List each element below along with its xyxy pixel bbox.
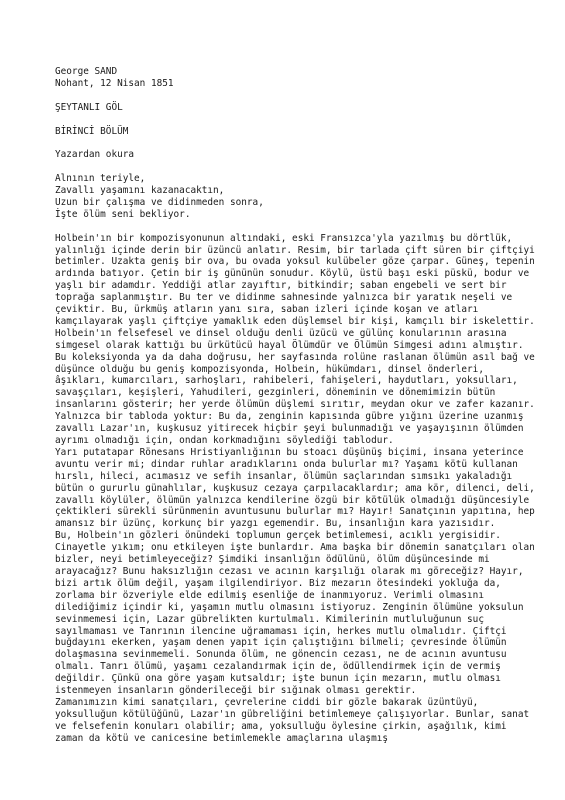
paragraph: Zamanımızın kimi sanatçıları, çevrelerine ciddi bir gözle bakarak üzüntüyü, yoksulluğun kötülüğünü, Lazar'ın gübreliğini betimlemeye çalışıyorlar. Bunlar, sanat ve felsefenin konuları olabilir; ama, yoksulluğu öylesine çirkin, aşağılık, kimi zaman da kötü ve canicesine betimlemekle amaçlarına ulaşmış [55, 696, 530, 744]
paragraph: Yarı putatapar Rönesans Hristiyanlığının bu stoacı düşünüş biçimi, insana yeterince avuntu verir mi; dindar ruhlar aradıklarını onda bulurlar mı? Yaşamı kötü kullanan hırslı, hileci, acımasız ve sefih insanlar, ölümün saçlarından sımsıkı yakaladığı bütün o gururlu günahlılar, kuşkusuz cezaya çarpılacaklardır; ama kör, dilenci, deli, zavallı köylüler, ölümün yalnızca kendilerine özgü bir kötülük olmadığı düşüncesiyle çektikleri sürekli sürünmenin avuntusunu bulurlar mı? Hayır! Sanatçının yapıtına, hep amansız bir üzünç, korkunç bir yazgı egemendir. Bu, insanlığın kara yazısıdır. [55, 446, 535, 530]
book-title: ŞEYTANLI GÖL [55, 101, 123, 113]
paragraph: Holbein'ın bir kompozisyonunun altındaki, eski Fransızca'yla yazılmış bu dörtlük, yalınlığı içinde derin bir üzüncü anlatır. Resim, bir tarlada çift süren bir çiftçiyi betimler. Uzakta geniş bir ova, bu ovada yoksul kulübeler göze çarpar. Güneş, tepenin ardında batıyor. Çetin bir iş gününün sonudur. Köylü, üstü başı eski püskü, bodur ve yaşlı bir adamdır. Yeddiği atlar zayıftır, bitkindir; saban engebeli ve sert bir toprağa saplanmıştır. Bu ter ve didinme sahnesinde yalnızca bir yaratık neşeli ve çeviktir. Bu, ürkmüş atların yanı sıra, saban izleri içinde koşan ve atları kamçılayarak yaşlı çiftçiye yamaklık eden düşlemsel bir kişi, kamçılı bir iskelettir. Holbein'ın felsefesel ve dinsel olduğu denli üzücü ve gülünç konularının arasına simgesel olarak kattığı bu ürkütücü hayal Ölümdür ve Ölümün Simgesi adını almıştır. [55, 232, 535, 351]
section-label: Yazardan okura [55, 149, 135, 161]
verse-line: Alnının teriyle, [55, 173, 146, 185]
place-date: Nohant, 12 Nisan 1851 [55, 77, 174, 89]
verse-line: İşte ölüm seni bekliyor. [55, 208, 191, 220]
author-name: George SAND [55, 66, 118, 77]
chapter-heading: BİRİNCİ BÖLÜM [55, 125, 129, 137]
epigraph-verse [55, 173, 535, 221]
paragraph: Bu koleksiyonda ya da daha doğrusu, her sayfasında rolüne raslanan ölümün asıl bağ ve düşünce olduğu bu geniş kompozisyonda, Holbein, hükümdarı, dinsel önderleri, âşıkları, kumarcıları, sarhoşları, rahibeleri, fahişeleri, haydutları, yoksulları, savaşçıları, keşişleri, Yahudileri, gezginleri, döneminin ve dönemimizin bütün insanlarını gösterir; her yerde ölümün düşlemi sırıtır, meydan okur ve zafer kazanır. Yalnızca bir tabloda yoktur: Bu da, zenginin kapısında gübre yığını üzerine uzanmış zavallı Lazar'ın, kuşkusuz yitirecek hiçbir şeyi bulunmadığı ve yaşayışının ölümden ayrımı olmadığı için, ondan korkmadığını söylediği tablodur. [55, 351, 535, 447]
verse-line: Uzun bir çalışma ve didinmeden sonra, [55, 196, 264, 208]
paragraph: Bu, Holbein'ın gözleri önündeki toplumun gerçek betimlemesi, acıklı yergisidir. Cinayetle yıkım; onu etkileyen işte bunlardır. Ama başka bir dönemin sanatçıları olan bizler, neyi betimleyeceğiz? Şimdiki insanlığın ödülünü, ölüm düşüncesinde mi arayacağız? Bunu haksızlığın cezası ve acının karşılığı olarak mı göreceğiz? Hayır, bizi artık ölüm değil, yaşam ilgilendiriyor. Biz mezarın ötesindeki yokluğa da, zorlama bir özveriyle elde edilmiş esenliğe de inanmıyoruz. Verimli olmasını dilediğimiz içindir ki, yaşamın mutlu olmasını istiyoruz. Zenginin ölümüne yoksulun sevinmemesi için, Lazar gübrelikten kurtulmalı. Kimilerinin mutluluğunun suç sayılmaması ve Tanrının ilencine uğramaması için, herkes mutlu olmalıdır. Çiftçi buğdayını ekerken, yaşam denen yapıt için çalıştığını bilmeli; çevresinde ölümün dolaşmasına sevinmemeli. Sonunda ölüm, ne gönencin cezası, ne de acının avuntusu olmalı. Tanrı ölümü, yaşamı cezalandırmak için de, ödüllendirmek için de vermiş değildir. Çünkü ona göre yaşam kutsaldır; işte bunun için mezarın, mutlu olması istenmeyen insanların gönderileceği bir sığınak olması gerektir. [55, 530, 535, 697]
document-page [55, 66, 535, 745]
verse-line: Zavallı yaşamını kazanacaktın, [55, 185, 225, 196]
